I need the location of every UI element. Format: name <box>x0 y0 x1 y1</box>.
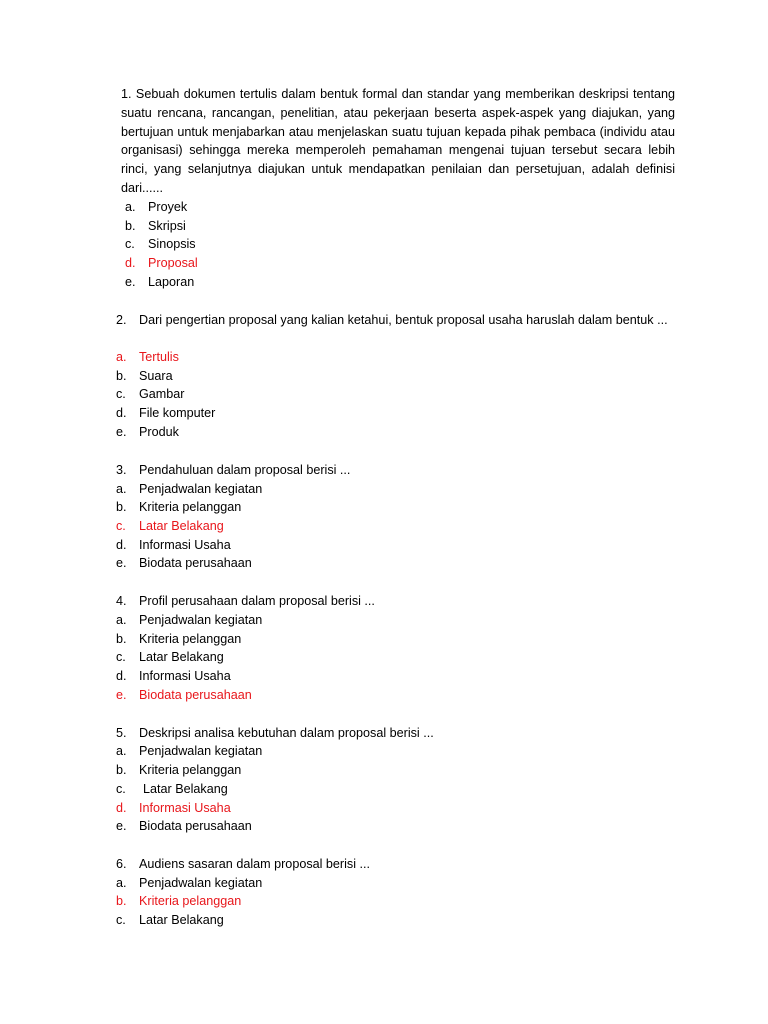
option-letter: b. <box>116 894 127 908</box>
option-label: Latar Belakang <box>143 782 228 796</box>
question-text: Pendahuluan dalam proposal berisi ... <box>139 463 351 477</box>
option-letter: c. <box>116 650 126 664</box>
question-number: 6. <box>116 857 127 871</box>
question-number: 1. <box>121 87 132 101</box>
option-letter: e. <box>116 688 127 702</box>
option-letter: b. <box>116 369 127 383</box>
question-text: Deskripsi analisa kebutuhan dalam proposal berisi ... <box>139 726 434 740</box>
option-label: Suara <box>139 369 173 383</box>
option-letter: c. <box>116 519 126 533</box>
option-label: Proyek <box>148 200 188 214</box>
option-label: Informasi Usaha <box>139 538 231 552</box>
option-letter: b. <box>125 219 136 233</box>
question-3 <box>116 461 676 480</box>
question-6 <box>116 855 676 874</box>
option-letter: d. <box>116 406 127 420</box>
question-4 <box>116 592 676 611</box>
question-1 <box>121 85 675 198</box>
option-label: Gambar <box>139 387 185 401</box>
option-label: Biodata perusahaan <box>139 556 252 570</box>
question-text: Audiens sasaran dalam proposal berisi ... <box>139 857 371 871</box>
option-letter: b. <box>116 632 127 646</box>
option-label: Penjadwalan kegiatan <box>139 876 263 890</box>
option-label: Biodata perusahaan <box>139 819 252 833</box>
option-label: Penjadwalan kegiatan <box>139 482 263 496</box>
option-label: Sinopsis <box>148 237 196 251</box>
option-label: Laporan <box>148 275 195 289</box>
option-letter: e. <box>116 819 127 833</box>
question-number: 5. <box>116 726 127 740</box>
option-label: Tertulis <box>139 350 179 364</box>
option-letter: b. <box>116 763 127 777</box>
option-letter: d. <box>116 538 127 552</box>
question-5 <box>116 724 676 743</box>
option-letter: c. <box>125 237 135 251</box>
question-text: Profil perusahaan dalam proposal berisi ... <box>139 594 375 608</box>
question-text: Dari pengertian proposal yang kalian ketahui, bentuk proposal usaha haruslah dalam bentuk ... <box>139 313 668 327</box>
option-letter: b. <box>116 500 127 514</box>
option-label: Informasi Usaha <box>139 669 231 683</box>
option-label: Kriteria pelanggan <box>139 894 242 908</box>
option-letter: a. <box>116 876 127 890</box>
option-letter: a. <box>116 613 127 627</box>
option-letter: d. <box>116 801 127 815</box>
option-label: Skripsi <box>148 219 186 233</box>
option-label: Penjadwalan kegiatan <box>139 744 263 758</box>
option-letter: d. <box>116 669 127 683</box>
question-number: 3. <box>116 463 127 477</box>
option-letter: c. <box>116 913 126 927</box>
option-label: Penjadwalan kegiatan <box>139 613 263 627</box>
option-letter: a. <box>125 200 136 214</box>
option-label: Kriteria pelanggan <box>139 763 242 777</box>
option-label: File komputer <box>139 406 216 420</box>
option-letter: a. <box>116 350 127 364</box>
option-label: Latar Belakang <box>139 913 224 927</box>
option-letter: e. <box>116 425 127 439</box>
option-label: Informasi Usaha <box>139 801 231 815</box>
option-label: Latar Belakang <box>139 519 224 533</box>
option-label: Biodata perusahaan <box>139 688 252 702</box>
option-label: Kriteria pelanggan <box>139 632 242 646</box>
option-letter: c. <box>116 782 126 796</box>
option-letter: a. <box>116 744 127 758</box>
question-number: 2. <box>116 313 127 327</box>
question-number: 4. <box>116 594 127 608</box>
option-letter: c. <box>116 387 126 401</box>
option-label: Produk <box>139 425 179 439</box>
option-label: Proposal <box>148 256 198 270</box>
option-letter: a. <box>116 482 127 496</box>
question-text: Sebuah dokumen tertulis dalam bentuk formal dan standar yang memberikan deskripsi tentang suatu rencana, rancangan, penelitian, atau pekerjaan beserta aspek-aspek yang diajukan, yang bertujuan untuk menjabarkan atau menjelaskan suatu tujuan kepada pihak pembaca (individu atau organisasi) sehingga mereka memperoleh pemahaman mengenai tujuan tersebut secara lebih rinci, yang selanjutnya diajukan untuk mendapatkan penilaian dan persetujuan, adalah definisi dari...... <box>121 87 676 195</box>
option-label: Latar Belakang <box>139 650 224 664</box>
option-letter: e. <box>116 556 127 570</box>
option-letter: d. <box>125 256 136 270</box>
option-label: Kriteria pelanggan <box>139 500 242 514</box>
question-2 <box>116 311 676 330</box>
option-letter: e. <box>125 275 136 289</box>
